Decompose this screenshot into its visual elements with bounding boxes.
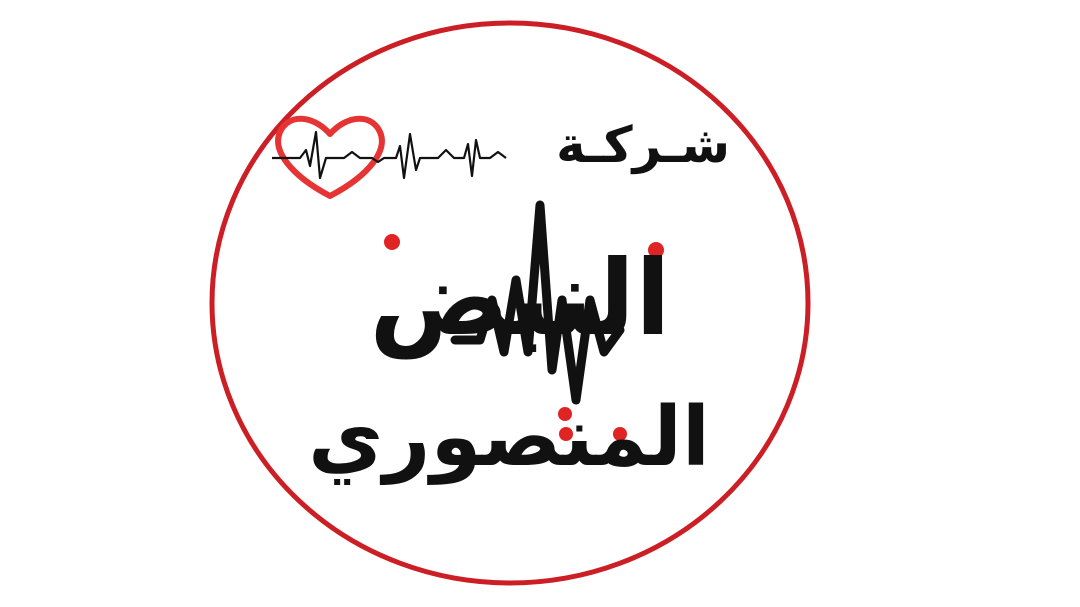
brand-name-family: المنصوري [308,390,710,485]
brand-name-main: النبض [369,237,671,359]
company-word: شـركـة [556,116,730,174]
